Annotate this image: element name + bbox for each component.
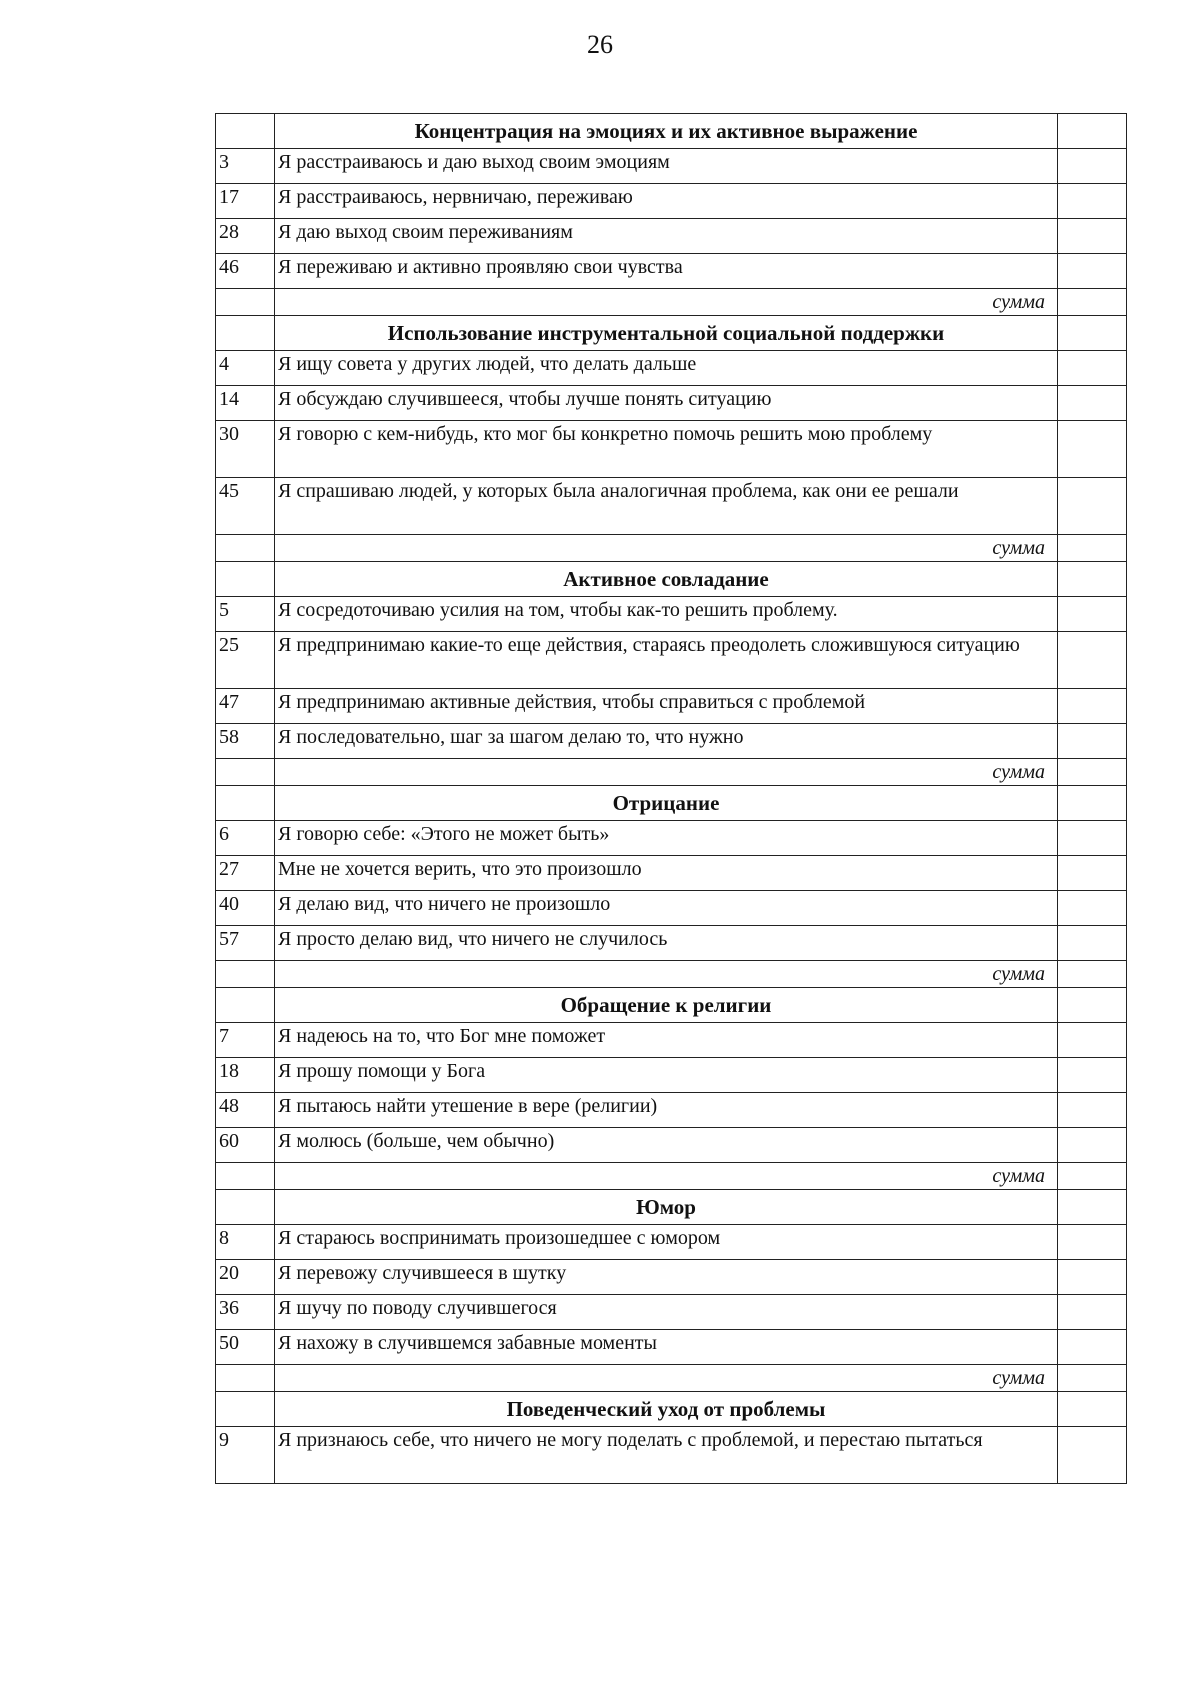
item-number: 57 <box>216 926 275 961</box>
item-row <box>216 184 1127 219</box>
item-statement: Я перевожу случившееся в шутку <box>275 1260 1058 1295</box>
item-statement: Я сосредоточиваю усилия на том, чтобы как-то решить проблему. <box>275 597 1058 632</box>
item-row <box>216 1260 1127 1295</box>
sum-score-cell[interactable] <box>1058 1365 1127 1392</box>
page-number: 26 <box>587 30 613 59</box>
item-row <box>216 478 1127 535</box>
item-number: 28 <box>216 219 275 254</box>
item-row <box>216 1427 1127 1484</box>
item-statement: Я прошу помощи у Бога <box>275 1058 1058 1093</box>
section-num-cell <box>216 1392 275 1427</box>
item-statement: Я переживаю и активно проявляю свои чувства <box>275 254 1058 289</box>
item-number: 4 <box>216 351 275 386</box>
item-row <box>216 597 1127 632</box>
item-statement: Я расстраиваюсь, нервничаю, переживаю <box>275 184 1058 219</box>
item-row <box>216 1330 1127 1365</box>
item-statement: Я стараюсь воспринимать произошедшее с юмором <box>275 1225 1058 1260</box>
item-row <box>216 1093 1127 1128</box>
item-number: 9 <box>216 1427 275 1484</box>
questionnaire-body <box>216 114 1127 1484</box>
item-score-cell[interactable] <box>1058 219 1127 254</box>
item-number: 7 <box>216 1023 275 1058</box>
item-row <box>216 1023 1127 1058</box>
sum-num-cell <box>216 759 275 786</box>
sum-label: сумма <box>275 1163 1058 1190</box>
item-score-cell[interactable] <box>1058 1225 1127 1260</box>
item-statement: Я предпринимаю активные действия, чтобы справиться с проблемой <box>275 689 1058 724</box>
section-header-row <box>216 316 1127 351</box>
section-num-cell <box>216 1190 275 1225</box>
section-score-cell <box>1058 1392 1127 1427</box>
item-statement: Я признаюсь себе, что ничего не могу поделать с проблемой, и перестаю пытаться <box>275 1427 1058 1484</box>
item-number: 20 <box>216 1260 275 1295</box>
item-score-cell[interactable] <box>1058 821 1127 856</box>
item-statement: Я предпринимаю какие-то еще действия, стараясь преодолеть сложившуюся ситуацию <box>275 632 1058 689</box>
item-number: 48 <box>216 1093 275 1128</box>
section-header-row <box>216 562 1127 597</box>
item-row <box>216 689 1127 724</box>
section-title: Юмор <box>275 1190 1058 1225</box>
item-statement: Я говорю себе: «Этого не может быть» <box>275 821 1058 856</box>
item-number: 47 <box>216 689 275 724</box>
item-number: 60 <box>216 1128 275 1163</box>
section-num-cell <box>216 114 275 149</box>
sum-label: сумма <box>275 961 1058 988</box>
item-statement: Я последовательно, шаг за шагом делаю то, что нужно <box>275 724 1058 759</box>
section-header-row <box>216 1392 1127 1427</box>
item-score-cell[interactable] <box>1058 926 1127 961</box>
sum-label: сумма <box>275 535 1058 562</box>
item-statement: Я спрашиваю людей, у которых была аналогичная проблема, как они ее решали <box>275 478 1058 535</box>
section-score-cell <box>1058 988 1127 1023</box>
questionnaire-table <box>215 113 1127 1484</box>
section-header-row <box>216 1190 1127 1225</box>
item-statement: Я делаю вид, что ничего не произошло <box>275 891 1058 926</box>
item-number: 46 <box>216 254 275 289</box>
sum-score-cell[interactable] <box>1058 961 1127 988</box>
item-row <box>216 821 1127 856</box>
section-header-row <box>216 786 1127 821</box>
item-score-cell[interactable] <box>1058 1427 1127 1484</box>
sum-score-cell[interactable] <box>1058 535 1127 562</box>
item-number: 25 <box>216 632 275 689</box>
item-row <box>216 386 1127 421</box>
item-row <box>216 1058 1127 1093</box>
section-score-cell <box>1058 114 1127 149</box>
sum-num-cell <box>216 1163 275 1190</box>
item-number: 27 <box>216 856 275 891</box>
item-row <box>216 421 1127 478</box>
item-number: 3 <box>216 149 275 184</box>
item-row <box>216 856 1127 891</box>
item-number: 17 <box>216 184 275 219</box>
item-number: 14 <box>216 386 275 421</box>
item-row <box>216 724 1127 759</box>
sum-row <box>216 289 1127 316</box>
item-score-cell[interactable] <box>1058 184 1127 219</box>
section-title: Использование инструментальной социальной поддержки <box>275 316 1058 351</box>
item-statement: Я пытаюсь найти утешение в вере (религии) <box>275 1093 1058 1128</box>
item-statement: Я просто делаю вид, что ничего не случилось <box>275 926 1058 961</box>
item-statement: Я ищу совета у других людей, что делать дальше <box>275 351 1058 386</box>
item-number: 45 <box>216 478 275 535</box>
section-title: Обращение к религии <box>275 988 1058 1023</box>
item-score-cell[interactable] <box>1058 632 1127 689</box>
item-statement: Я обсуждаю случившееся, чтобы лучше понять ситуацию <box>275 386 1058 421</box>
item-number: 36 <box>216 1295 275 1330</box>
item-statement: Мне не хочется верить, что это произошло <box>275 856 1058 891</box>
item-score-cell[interactable] <box>1058 597 1127 632</box>
item-row <box>216 1295 1127 1330</box>
item-score-cell[interactable] <box>1058 478 1127 535</box>
item-number: 50 <box>216 1330 275 1365</box>
item-row <box>216 891 1127 926</box>
sum-row <box>216 759 1127 786</box>
item-score-cell[interactable] <box>1058 351 1127 386</box>
item-row <box>216 351 1127 386</box>
sum-label: сумма <box>275 289 1058 316</box>
item-score-cell[interactable] <box>1058 386 1127 421</box>
sum-label: сумма <box>275 759 1058 786</box>
sum-label: сумма <box>275 1365 1058 1392</box>
item-score-cell[interactable] <box>1058 856 1127 891</box>
section-score-cell <box>1058 562 1127 597</box>
section-title: Поведенческий уход от проблемы <box>275 1392 1058 1427</box>
section-num-cell <box>216 988 275 1023</box>
sum-row <box>216 1163 1127 1190</box>
item-score-cell[interactable] <box>1058 1058 1127 1093</box>
sum-score-cell[interactable] <box>1058 759 1127 786</box>
sum-num-cell <box>216 961 275 988</box>
item-score-cell[interactable] <box>1058 1295 1127 1330</box>
item-row <box>216 254 1127 289</box>
section-header-row <box>216 114 1127 149</box>
sum-row <box>216 535 1127 562</box>
section-title: Концентрация на эмоциях и их активное выражение <box>275 114 1058 149</box>
item-statement: Я шучу по поводу случившегося <box>275 1295 1058 1330</box>
item-score-cell[interactable] <box>1058 724 1127 759</box>
sum-num-cell <box>216 535 275 562</box>
sum-score-cell[interactable] <box>1058 1163 1127 1190</box>
item-score-cell[interactable] <box>1058 149 1127 184</box>
sum-row <box>216 1365 1127 1392</box>
item-statement: Я даю выход своим переживаниям <box>275 219 1058 254</box>
item-number: 58 <box>216 724 275 759</box>
item-score-cell[interactable] <box>1058 1128 1127 1163</box>
section-header-row <box>216 988 1127 1023</box>
item-number: 30 <box>216 421 275 478</box>
section-num-cell <box>216 316 275 351</box>
item-score-cell[interactable] <box>1058 421 1127 478</box>
item-number: 18 <box>216 1058 275 1093</box>
item-row <box>216 149 1127 184</box>
item-statement: Я надеюсь на то, что Бог мне поможет <box>275 1023 1058 1058</box>
item-statement: Я расстраиваюсь и даю выход своим эмоциям <box>275 149 1058 184</box>
item-row <box>216 632 1127 689</box>
section-score-cell <box>1058 1190 1127 1225</box>
item-row <box>216 926 1127 961</box>
item-score-cell[interactable] <box>1058 1023 1127 1058</box>
sum-row <box>216 961 1127 988</box>
item-row <box>216 1225 1127 1260</box>
item-statement: Я молюсь (больше, чем обычно) <box>275 1128 1058 1163</box>
section-score-cell <box>1058 316 1127 351</box>
item-number: 6 <box>216 821 275 856</box>
item-score-cell[interactable] <box>1058 1260 1127 1295</box>
section-score-cell <box>1058 786 1127 821</box>
item-score-cell[interactable] <box>1058 1330 1127 1365</box>
item-score-cell[interactable] <box>1058 254 1127 289</box>
section-num-cell <box>216 786 275 821</box>
sum-num-cell <box>216 289 275 316</box>
item-score-cell[interactable] <box>1058 891 1127 926</box>
item-statement: Я нахожу в случившемся забавные моменты <box>275 1330 1058 1365</box>
item-number: 40 <box>216 891 275 926</box>
item-score-cell[interactable] <box>1058 689 1127 724</box>
section-title: Активное совладание <box>275 562 1058 597</box>
item-score-cell[interactable] <box>1058 1093 1127 1128</box>
item-row <box>216 1128 1127 1163</box>
section-num-cell <box>216 562 275 597</box>
item-row <box>216 219 1127 254</box>
item-statement: Я говорю с кем-нибудь, кто мог бы конкретно помочь решить мою проблему <box>275 421 1058 478</box>
item-number: 8 <box>216 1225 275 1260</box>
sum-score-cell[interactable] <box>1058 289 1127 316</box>
item-number: 5 <box>216 597 275 632</box>
sum-num-cell <box>216 1365 275 1392</box>
section-title: Отрицание <box>275 786 1058 821</box>
